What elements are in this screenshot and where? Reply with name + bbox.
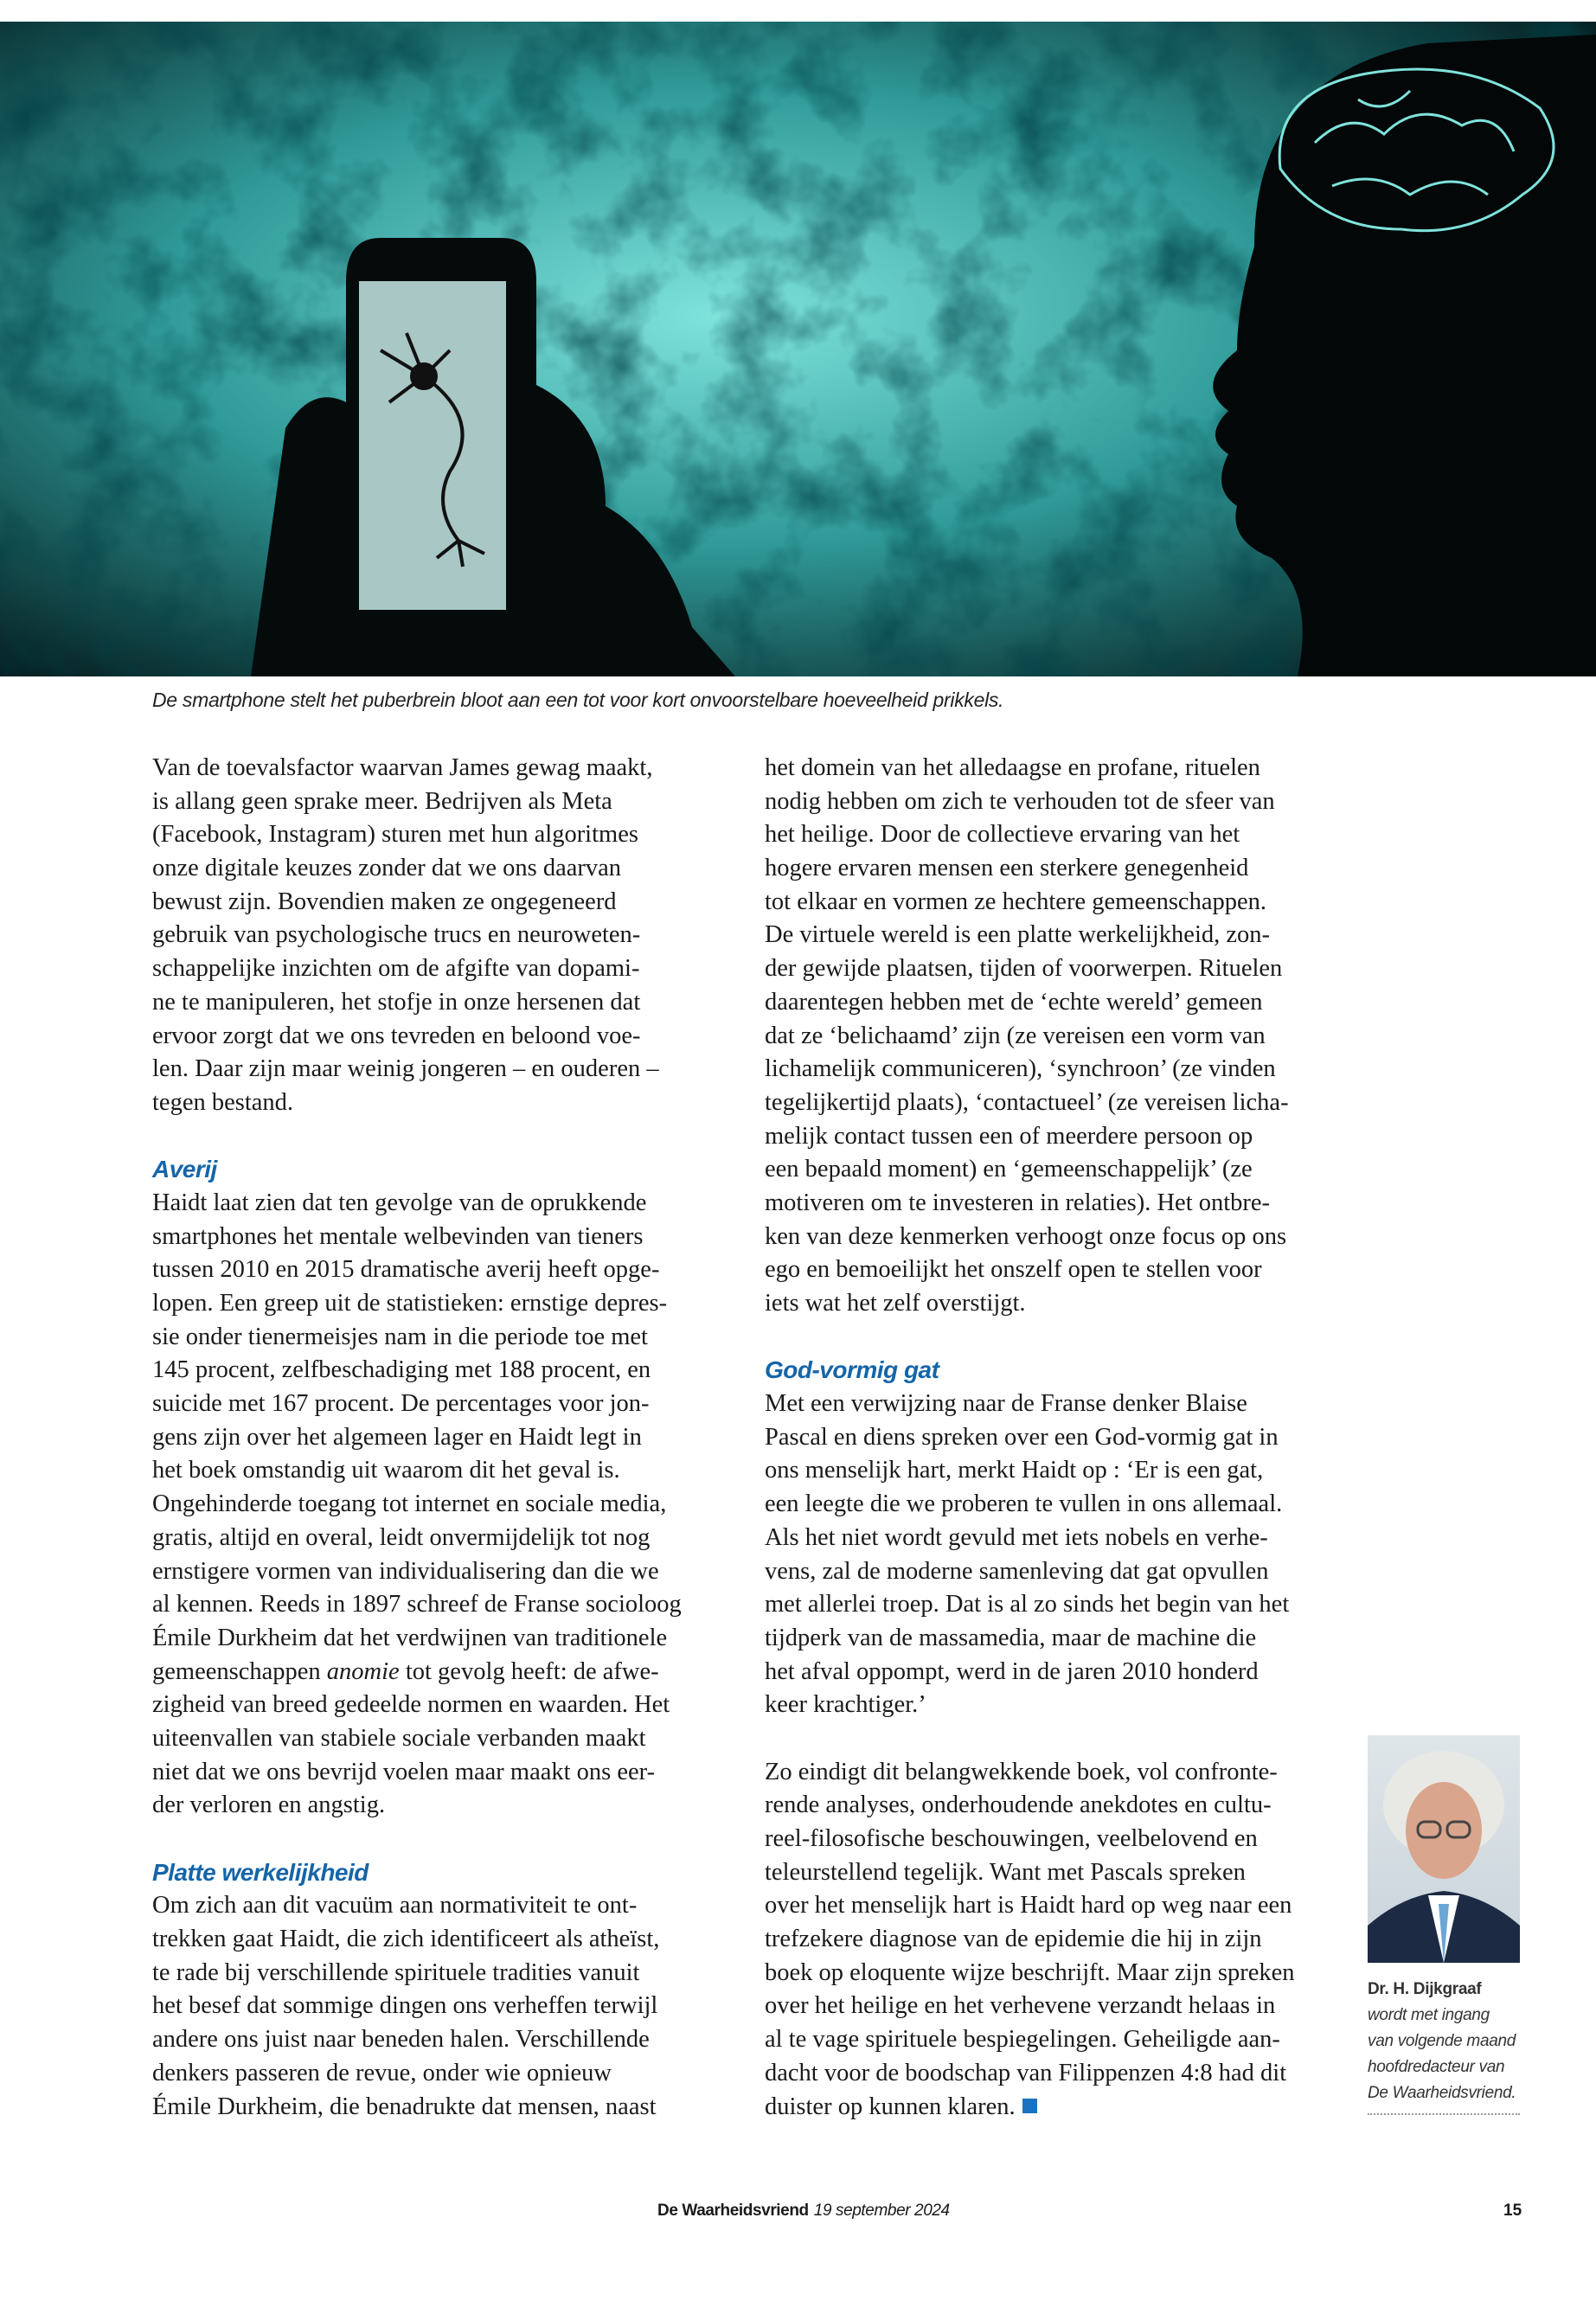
text-line: sie onder tienermeisjes nam in die periode toe met — [152, 1323, 648, 1350]
text-line: te rade bij verschillende spirituele tradities vanuit — [152, 1958, 640, 1986]
text-line: trefzekere diagnose van de epidemie die hij in zijn — [765, 1926, 1262, 1953]
text-line: Émile Durkheim, die benadrukte dat mensen, naast — [152, 2093, 657, 2120]
bio-line: hoofdredacteur van — [1368, 2058, 1505, 2076]
text-line: Van de toevalsfactor waarvan James gewag maakt, — [152, 754, 653, 781]
paragraph — [152, 1187, 732, 1823]
author-name: Dr. H. Dijkgraaf — [1368, 1980, 1482, 1998]
text-line: zigheid van breed gedeelde normen en waarden. Het — [152, 1691, 670, 1719]
article-column-left — [152, 752, 732, 2124]
text-line: uiteenvallen van stabiele sociale verbanden maakt — [152, 1724, 646, 1752]
text-line — [152, 1656, 732, 1689]
text-line: trekken gaat Haidt, die zich identificeert als atheïst, — [152, 1926, 660, 1953]
text-line: gratis, altijd en overal, leidt onvermijdelijk tot nog — [152, 1523, 651, 1551]
text-line: schappelijke inzichten om de afgifte van dopami- — [152, 955, 640, 983]
text-line: het besef dat sommige dingen ons verheffen terwijl — [152, 1992, 658, 2020]
text-line: len. Daar zijn maar weinig jongeren – en ouderen – — [152, 1055, 659, 1083]
text-line: lopen. Een greep uit de statistieken: ernstige depres- — [152, 1290, 668, 1317]
text-line: tijdperk van de massamedia, maar de machine die — [765, 1624, 1257, 1651]
text-line: Als het niet wordt gevuld met iets nobels en verhe- — [765, 1523, 1268, 1551]
text-line: nodig hebben om zich te verhouden tot de sfeer van — [765, 787, 1275, 815]
author-bio — [1368, 1977, 1523, 2115]
text-line: dacht voor de boodschap van Filippenzen 4:8 had dit — [765, 2059, 1287, 2086]
text-line: vens, zal de moderne samenleving dat gat opvullen — [765, 1557, 1269, 1585]
paragraph-spacer — [765, 1722, 1344, 1756]
text-line: Om zich aan dit vacuüm aan normativiteit te ont- — [152, 1892, 638, 1920]
text-line: Pascal en diens spreken over een God-vormig gat in — [765, 1423, 1279, 1451]
text-line: tegelijkertijd plaats), ‘contactueel’ (ze vereisen licha- — [765, 1088, 1289, 1116]
text-line: over het menselijk hart is Haidt hard op weg naar een — [765, 1892, 1292, 1920]
bio-line: De Waarheidsvriend. — [1368, 2084, 1516, 2102]
author-photo — [1368, 1735, 1520, 1963]
text-line: onze digitale keuzes zonder dat we ons daarvan — [152, 855, 622, 882]
text-line: hogere ervaren mensen een sterkere genegenheid — [765, 855, 1249, 882]
divider — [1368, 2113, 1520, 2115]
footer-publication — [657, 2202, 950, 2221]
emphasis: anomie — [326, 1657, 400, 1685]
text-line: een bepaald moment) en ‘gemeenschappelijk’ (ze — [765, 1156, 1253, 1183]
text-line: bewust zijn. Bovendien maken ze ongegeneerd — [152, 888, 617, 915]
text-line: niet dat we ons bevrijd voelen maar maakt ons eer- — [152, 1758, 656, 1785]
text-line: het afval oppompt, werd in de jaren 2010 honderd — [765, 1657, 1259, 1685]
text-line: der verloren en angstig. — [152, 1791, 386, 1819]
paragraph — [152, 752, 732, 1120]
text-line — [765, 2091, 1344, 2125]
page-number: 15 — [1503, 2202, 1522, 2220]
text-line: ons menselijk hart, merkt Haidt op : ‘Er is een gat, — [765, 1457, 1264, 1484]
text-line: 145 procent, zelfbeschadiging met 188 procent, en — [152, 1356, 651, 1384]
end-mark-icon — [1022, 2099, 1037, 2113]
paragraph — [152, 1889, 732, 2124]
text-line: (Facebook, Instagram) sturen met hun algoritmes — [152, 821, 638, 849]
article-column-right — [765, 752, 1344, 2124]
text-line: tussen 2010 en 2015 dramatische averij heeft opge- — [152, 1256, 660, 1284]
text-line: ervoor zorgt dat we ons tevreden en beloond voe- — [152, 1022, 641, 1049]
text-line: ernstigere vormen van individualisering dan die we — [152, 1557, 659, 1585]
text-line: Ongehinderde toegang tot internet en sociale media, — [152, 1490, 667, 1518]
text-line: ne te manipuleren, het stofje in onze hersenen dat — [152, 988, 641, 1016]
text-line: een leegte die we proberen te vullen in ons allemaal. — [765, 1490, 1283, 1518]
text-segment: duister op kunnen klaren. — [765, 2093, 1016, 2120]
text-line: tegen bestand. — [152, 1088, 294, 1116]
publication-name: De Waarheidsvriend — [657, 2202, 809, 2220]
text-line: teleurstellend tegelijk. Want met Pascals spreken — [765, 1858, 1246, 1886]
text-line: tot elkaar en vormen ze hechtere gemeenschappen. — [765, 888, 1266, 915]
text-line: ken van deze kenmerken verhoogt onze focus op ons — [765, 1222, 1287, 1250]
text-line: melijk contact tussen een of meerdere persoon op — [765, 1122, 1253, 1150]
text-line: motiveren om te investeren in relaties). Het ontbre- — [765, 1189, 1271, 1216]
paragraph — [765, 1756, 1344, 2125]
bio-line: van volgende maand — [1368, 2032, 1516, 2050]
text-line: De virtuele wereld is een platte werkelijkheid, zon- — [765, 921, 1271, 949]
section-heading: Platte werkelijkheid — [152, 1858, 369, 1886]
text-line: al te vage spirituele bespiegelingen. Geheiligde aan- — [765, 2026, 1280, 2054]
text-line: boek op eloquente wijze beschrijft. Maar zijn spreken — [765, 1958, 1295, 1986]
text-line: is allang geen sprake meer. Bedrijven als Meta — [152, 787, 612, 815]
text-line: smartphones het mentale welbevinden van tieners — [152, 1222, 644, 1250]
section-heading: Averij — [152, 1156, 217, 1183]
text-line: der gewijde plaatsen, tijden of voorwerpen. Rituelen — [765, 955, 1283, 983]
text-line: lichamelijk communiceren), ‘synchroon’ (ze vinden — [765, 1055, 1276, 1083]
text-line: het boek omstandig uit waarom dit het geval is. — [152, 1457, 620, 1484]
text-line: Haidt laat zien dat ten gevolge van de oprukkende — [152, 1189, 647, 1216]
publication-date: 19 september 2024 — [813, 2202, 950, 2220]
text-line: iets wat het zelf overstijgt. — [765, 1290, 1026, 1317]
text-line: andere ons juist naar beneden halen. Verschillende — [152, 2026, 650, 2054]
text-line: Émile Durkheim dat het verdwijnen van traditionele — [152, 1624, 668, 1651]
text-line: keer krachtiger.’ — [765, 1691, 926, 1719]
text-line: ego en bemoeilijkt het onszelf open te stellen voor — [765, 1256, 1262, 1284]
text-line: het domein van het alledaagse en profane, rituelen — [765, 754, 1260, 781]
hero-illustration — [0, 22, 1596, 676]
text-line: al kennen. Reeds in 1897 schreef de Franse socioloog — [152, 1591, 682, 1618]
bio-line: wordt met ingang — [1368, 2006, 1490, 2024]
text-line: gens zijn over het algemeen lager en Haidt legt in — [152, 1423, 642, 1451]
text-line: rende analyses, onderhoudende anekdotes en cultu- — [765, 1791, 1272, 1819]
text-line: over het heilige en het verhevene verzandt helaas in — [765, 1992, 1276, 2020]
paragraph — [765, 752, 1344, 1321]
text-segment: tot gevolg heeft: de afwe- — [399, 1657, 659, 1685]
text-line: het heilige. Door de collectieve ervaring van het — [765, 821, 1240, 849]
text-line: met allerlei troep. Dat is al zo sinds het begin van het — [765, 1591, 1290, 1618]
text-line: reel-filosofische beschouwingen, veelbelovend en — [765, 1825, 1258, 1852]
text-line: Met een verwijzing naar de Franse denker Blaise — [765, 1390, 1247, 1418]
text-line: daarentegen hebben met de ‘echte wereld’ gemeen — [765, 988, 1263, 1016]
phone-screen — [359, 281, 506, 610]
image-caption: De smartphone stelt het puberbrein bloot aan een tot voor kort onvoorstelbare hoeveelheid prikkels. — [152, 689, 1004, 711]
text-line: suicide met 167 procent. De percentages voor jon- — [152, 1390, 650, 1418]
text-line: gebruik van psychologische trucs en neuroweten- — [152, 921, 641, 949]
text-line: denkers passeren de revue, onder wie opnieuw — [152, 2059, 612, 2086]
text-line: dat ze ‘belichaamd’ zijn (ze vereisen een vorm van — [765, 1022, 1266, 1049]
section-heading: God-vormig gat — [765, 1356, 939, 1384]
paragraph — [765, 1388, 1344, 1722]
text-segment: gemeenschappen — [152, 1657, 327, 1685]
text-line: Zo eindigt dit belangwekkende boek, vol confronte- — [765, 1758, 1278, 1785]
